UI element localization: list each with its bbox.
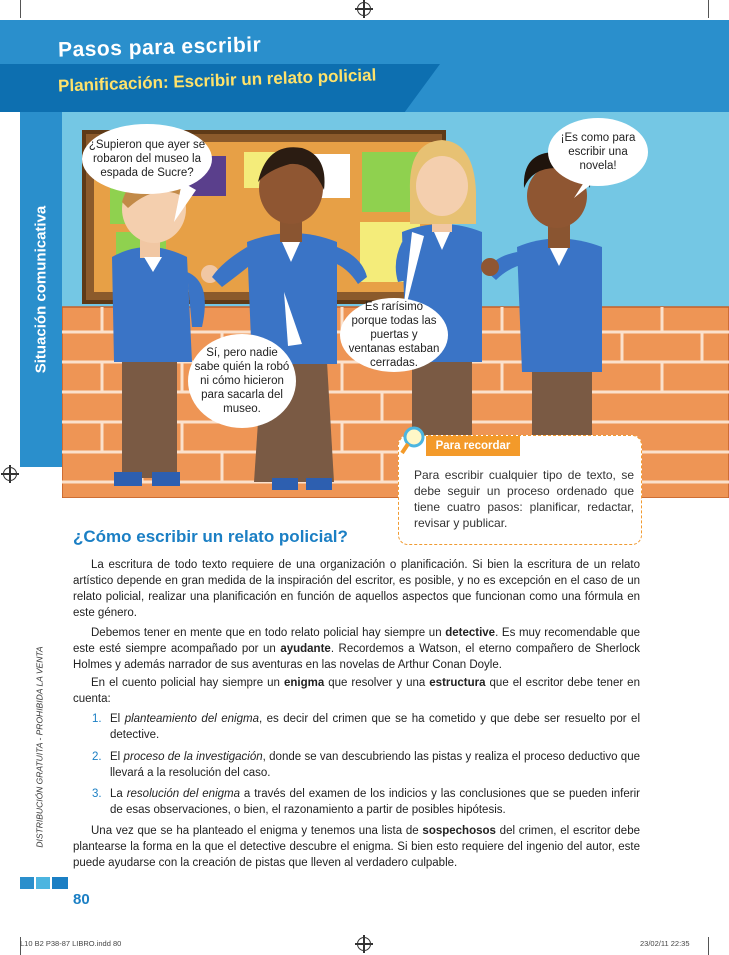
paragraph-1: La escritura de todo texto requiere de una organización o planificación. Si bien la escritura de un relato artístico depende en gran medida de la inspiración del escritor, es posible, y no es excepción en el caso de un relato policial, realizar una planificación en función de aquellos aspectos que funcionan como una fórmula en este género. [73,559,640,619]
list-item: 1. El planteamiento del enigma, es decir del crimen que se ha cometido y que debe ser resuelto por el detective. [92,713,640,741]
registration-mark-icon [357,937,371,951]
speech-bubble-4: Sí, pero nadie sabe quién la robó ni cómo hicieron para sacarla del museo. [188,334,296,428]
article-heading: ¿Cómo escribir un relato policial? [73,527,348,546]
magnifier-icon [400,426,426,456]
page-title: Pasos para escribir [57,33,262,62]
print-slug: L10 B2 P38-87 LIBRO.indd 80 [20,939,122,948]
remember-text: Para escribir cualquier tipo de texto, se debe seguir un proceso ordenado que tiene cuatro pasos: planificar, redactar, revisar y publicar. [414,468,634,530]
paragraph-3: En el cuento policial hay siempre un enigma que resolver y una estructura que el escritor debe tener en cuenta: [73,677,640,705]
paragraph-2: Debemos tener en mente que en todo relato policial hay siempre un detective. Es muy recomendable que este esté siempre acompañado por un ayudante. Recordemos a Watson, el eterno compañero de Sherlock Holmes y además narrador de sus aventuras en las novelas de Arthur Conan Doyle. [73,627,641,671]
crop-mark [708,0,709,18]
crop-mark [20,0,21,18]
page-number: 80 [73,891,90,908]
list-item: 3. La resolución del enigma a través del examen de los indicios y las conclusiones que se pueden inferir de esas observaciones, o bien, el razonamiento a partir de posibles hipótesis. [92,788,640,816]
crop-mark [708,937,709,955]
distribution-note: DISTRIBUCIÓN GRATUITA - PROHIBIDA LA VENTA [35,646,45,848]
registration-mark-icon [357,2,371,16]
speech-bubble-3: Es rarísimo porque todas las puertas y ventanas estaban cerradas. [340,298,448,372]
remember-heading: Para recordar [426,436,520,456]
page-subtitle: Planificación: Escribir un relato policial [57,65,377,96]
registration-mark-icon [3,467,17,481]
speech-bubble-1: ¿Supieron que ayer se robaron del museo la espada de Sucre? [82,124,212,194]
list-item: 2. El proceso de la investigación, donde se van descubriendo las pistas y realiza el proceso deductivo que llevará a la resolución del caso. [92,751,640,779]
page-color-bar [20,877,68,889]
speech-bubble-2: ¡Es como para escribir una novela! [548,118,648,186]
print-date: 23/02/11 22:35 [640,939,690,948]
side-section-label: Situación comunicativa [32,205,50,374]
paragraph-4: Una vez que se ha planteado el enigma y tenemos una lista de sospechosos del crimen, el escritor debe plantearse la forma en la que el detective descubre el enigma. Si bien esto requiere del ingenio del autor, este puede ayudarse con la creación de pistas que lleven al verdadero culpable. [73,825,640,869]
